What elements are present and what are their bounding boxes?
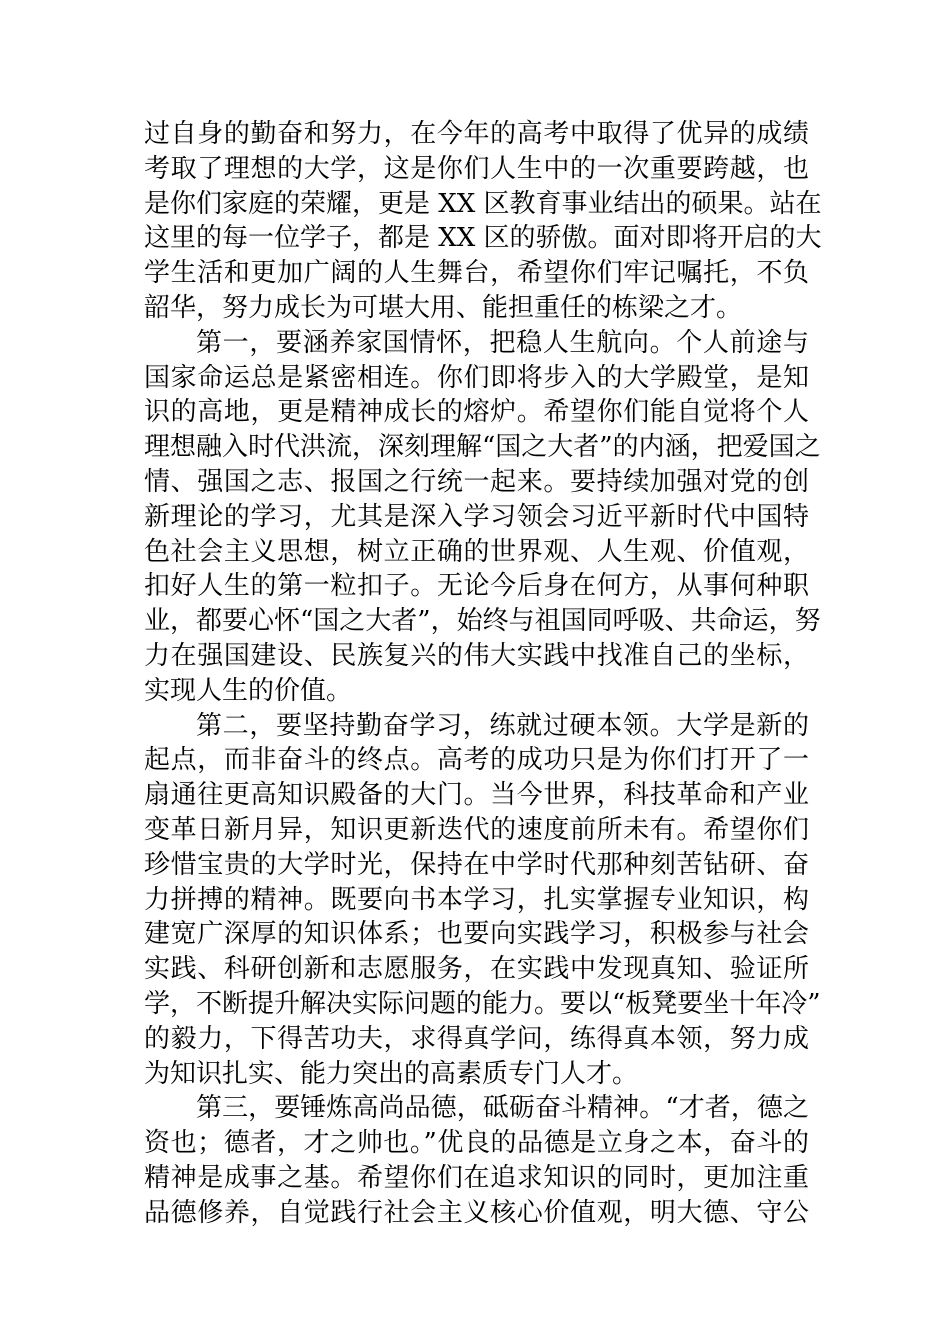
text-line: 的毅力，下得苦功夫，求得真学问，练得真本领，努力成 (144, 1023, 809, 1054)
text-line: 这里的每一位学子，都是 XX 区的骄傲。面对即将开启的大 (144, 223, 822, 254)
body-text (144, 117, 822, 1231)
text-line: 理想融入时代洪流，深刻理解“国之大者”的内涵，把爱国之 (144, 432, 821, 463)
text-line: 学生活和更加广阔的人生舞台，希望你们牢记嘱托，不负 (144, 258, 809, 289)
text-line: 新理论的学习，尤其是深入学习领会习近平新时代中国特 (144, 501, 809, 532)
text-line: 是你们家庭的荣耀，更是 XX 区教育事业结出的硕果。站在 (144, 188, 822, 219)
text-line: 建宽广深厚的知识体系；也要向实践学习，积极参与社会 (144, 919, 809, 950)
text-line: 第二，要坚持勤奋学习，练就过硬本领。大学是新的 (196, 710, 809, 741)
text-line: 韶华，努力成长为可堪大用、能担重任的栋梁之才。 (144, 292, 743, 323)
paragraph-point-3 (144, 1091, 809, 1230)
text-line: 扇通往更高知识殿备的大门。当今世界，科技革命和产业 (144, 780, 809, 811)
text-line: 品德修养，自觉践行社会主义核心价值观，明大德、守公 (144, 1197, 809, 1228)
text-line: 色社会主义思想，树立正确的世界观、人生观、价值观， (144, 536, 809, 567)
text-line: 实践、科研创新和志愿服务，在实践中发现真知、验证所 (144, 954, 809, 985)
text-line: 精神是成事之基。希望你们在追求知识的同时，更加注重 (144, 1162, 809, 1193)
text-line: 珍惜宝贵的大学时光，保持在中学时代那种刻苦钻研、奋 (144, 849, 809, 880)
text-line: 扣好人生的第一粒扣子。无论今后身在何方，从事何种职 (144, 571, 809, 602)
text-line: 过自身的勤奋和努力，在今年的高考中取得了优异的成绩 (144, 119, 809, 149)
text-line: 识的高地，更是精神成长的熔炉。希望你们能自觉将个人 (144, 397, 809, 428)
text-line: 实现人生的价值。 (144, 675, 353, 706)
paragraph-point-1 (144, 326, 821, 709)
text-line: 考取了理想的大学，这是你们人生中的一次重要跨越，也 (144, 153, 809, 184)
text-line: 第一，要涵养家国情怀，把稳人生航向。个人前途与 (196, 327, 809, 358)
text-line: 起点，而非奋斗的终点。高考的成功只是为你们打开了一 (144, 745, 809, 776)
paragraph-point-2 (144, 709, 821, 1092)
text-line: 情、强国之志、报国之行统一起来。要持续加强对党的创 (144, 466, 809, 497)
text-line: 第三，要锤炼高尚品德，砥砺奋斗精神。“才者，德之 (196, 1093, 809, 1124)
text-line: 资也；德者，才之帅也。”优良的品德是立身之本，奋斗的 (144, 1128, 809, 1159)
text-line: 变革日新月异，知识更新迭代的速度前所未有。希望你们 (144, 814, 809, 845)
text-line: 业，都要心怀“国之大者”，始终与祖国同呼吸、共命运，努 (144, 606, 821, 637)
text-line: 学，不断提升解决实际问题的能力。要以“板凳要坐十年冷” (144, 988, 821, 1019)
text-line: 力拼搏的精神。既要向书本学习，扎实掌握专业知识，构 (144, 884, 809, 915)
paragraph-intro (144, 117, 822, 326)
text-line: 为知识扎实、能力突出的高素质专门人才。 (144, 1058, 639, 1089)
text-line: 力在强国建设、民族复兴的伟大实践中找准自己的坐标， (144, 640, 809, 671)
text-line: 国家命运总是紧密相连。你们即将步入的大学殿堂，是知 (144, 362, 809, 393)
